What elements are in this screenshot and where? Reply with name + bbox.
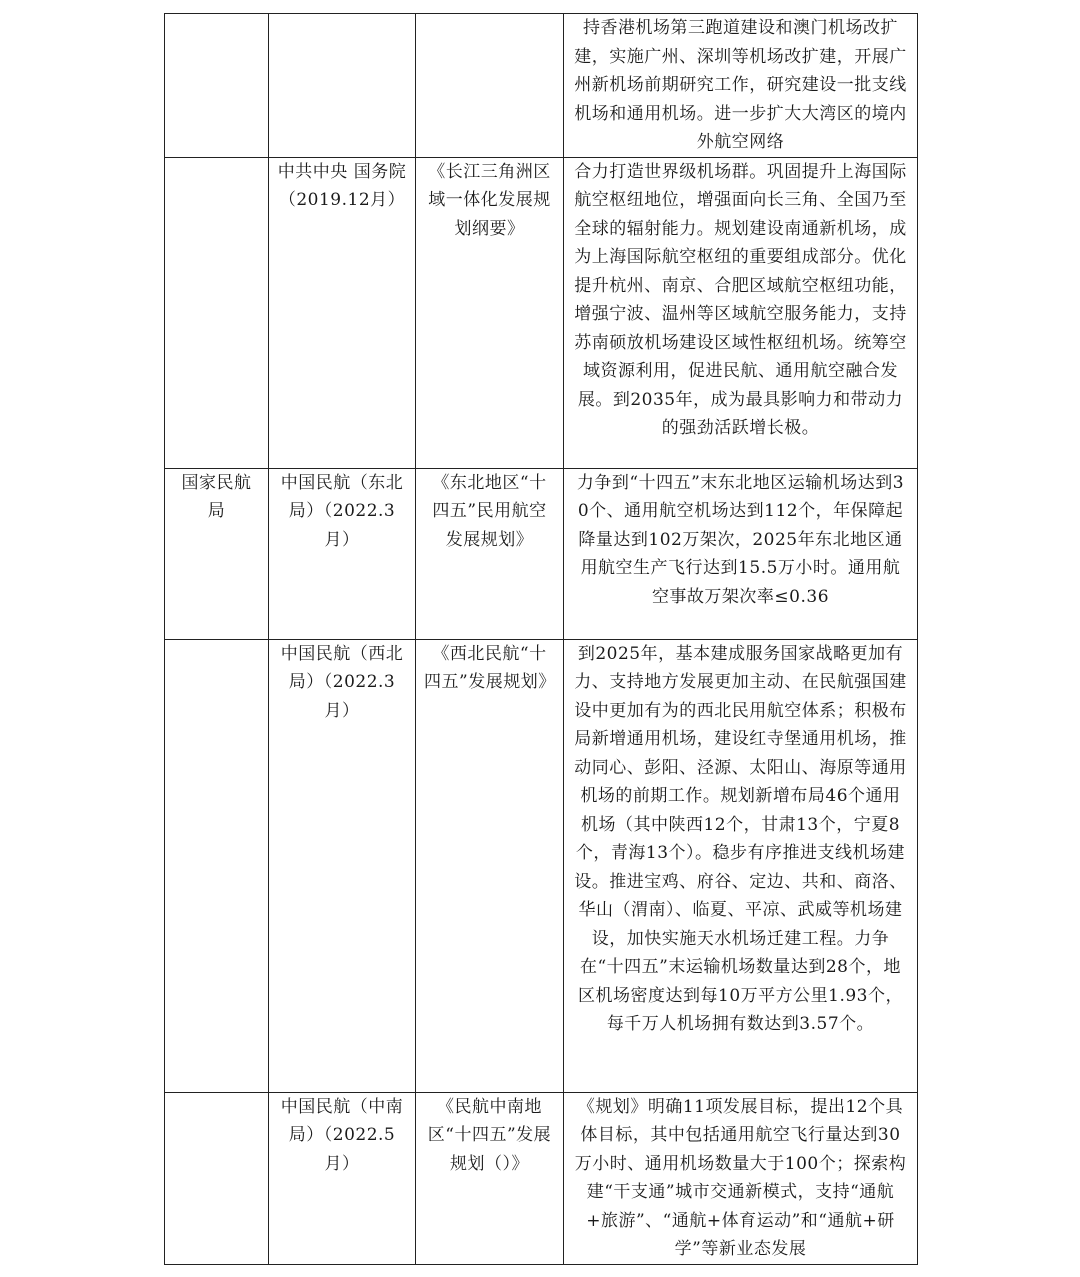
document-cell (416, 14, 564, 158)
content-cell: 《规划》明确11项发展目标，提出12个具体目标，其中包括通用航空飞行量达到30万小时、通用机场数量大于100个；探索构建“干支通”城市交通新模式，支持“通航+旅游”、“通航+体育运动”和“通航+研学”等新业态发展 (564, 1092, 918, 1264)
document-cell: 《民航中南地区“十四五”发展规划（）》 (416, 1092, 564, 1264)
issuer-cell (269, 14, 416, 158)
issuer-cell: 中国民航（西北局）（2022.3月） (269, 639, 416, 1092)
document-cell: 《西北民航“十四五”发展规划》 (416, 639, 564, 1092)
policy-table (164, 13, 918, 1265)
agency-cell: 国家民航局 (165, 468, 269, 639)
table-row (165, 468, 918, 639)
document-cell: 《长江三角洲区域一体化发展规划纲要》 (416, 157, 564, 468)
content-cell: 力争到“十四五”末东北地区运输机场达到30个、通用航空机场达到112个，年保障起降量达到102万架次，2025年东北地区通用航空生产飞行达到15.5万小时。通用航空事故万架次率≤0.36 (564, 468, 918, 639)
agency-cell (165, 14, 269, 158)
issuer-cell: 中共中央 国务院（2019.12月） (269, 157, 416, 468)
content-cell: 合力打造世界级机场群。巩固提升上海国际航空枢纽地位，增强面向长三角、全国乃至全球的辐射能力。规划建设南通新机场，成为上海国际航空枢纽的重要组成部分。优化提升杭州、南京、合肥区域航空枢纽功能，增强宁波、温州等区域航空服务能力，支持苏南硕放机场建设区域性枢纽机场。统筹空域资源利用，促进民航、通用航空融合发展。到2035年，成为最具影响力和带动力的强劲活跃增长极。 (564, 157, 918, 468)
table-row (165, 639, 918, 1092)
issuer-cell: 中国民航（东北局）（2022.3月） (269, 468, 416, 639)
agency-cell (165, 157, 269, 468)
table-row (165, 157, 918, 468)
table-row (165, 14, 918, 158)
content-cell: 持香港机场第三跑道建设和澳门机场改扩建，实施广州、深圳等机场改扩建，开展广州新机场前期研究工作，研究建设一批支线机场和通用机场。进一步扩大大湾区的境内外航空网络 (564, 14, 918, 158)
document-cell: 《东北地区“十四五”民用航空发展规划》 (416, 468, 564, 639)
agency-cell (165, 639, 269, 1092)
content-cell: 到2025年，基本建成服务国家战略更加有力、支持地方发展更加主动、在民航强国建设中更加有为的西北民用航空体系；积极布局新增通用机场，建设红寺堡通用机场，推动同心、彭阳、泾源、太阳山、海原等通用机场的前期工作。规划新增布局46个通用机场（其中陕西12个，甘肃13个，宁夏8个，青海13个）。稳步有序推进支线机场建设。推进宝鸡、府谷、定边、共和、商洛、华山（渭南）、临夏、平凉、武威等机场建设，加快实施天水机场迁建工程。力争在“十四五”末运输机场数量达到28个，地区机场密度达到每10万平方公里1.93个，每千万人机场拥有数达到3.57个。 (564, 639, 918, 1092)
agency-cell (165, 1092, 269, 1264)
issuer-cell: 中国民航（中南局）（2022.5月） (269, 1092, 416, 1264)
table-row (165, 1092, 918, 1264)
